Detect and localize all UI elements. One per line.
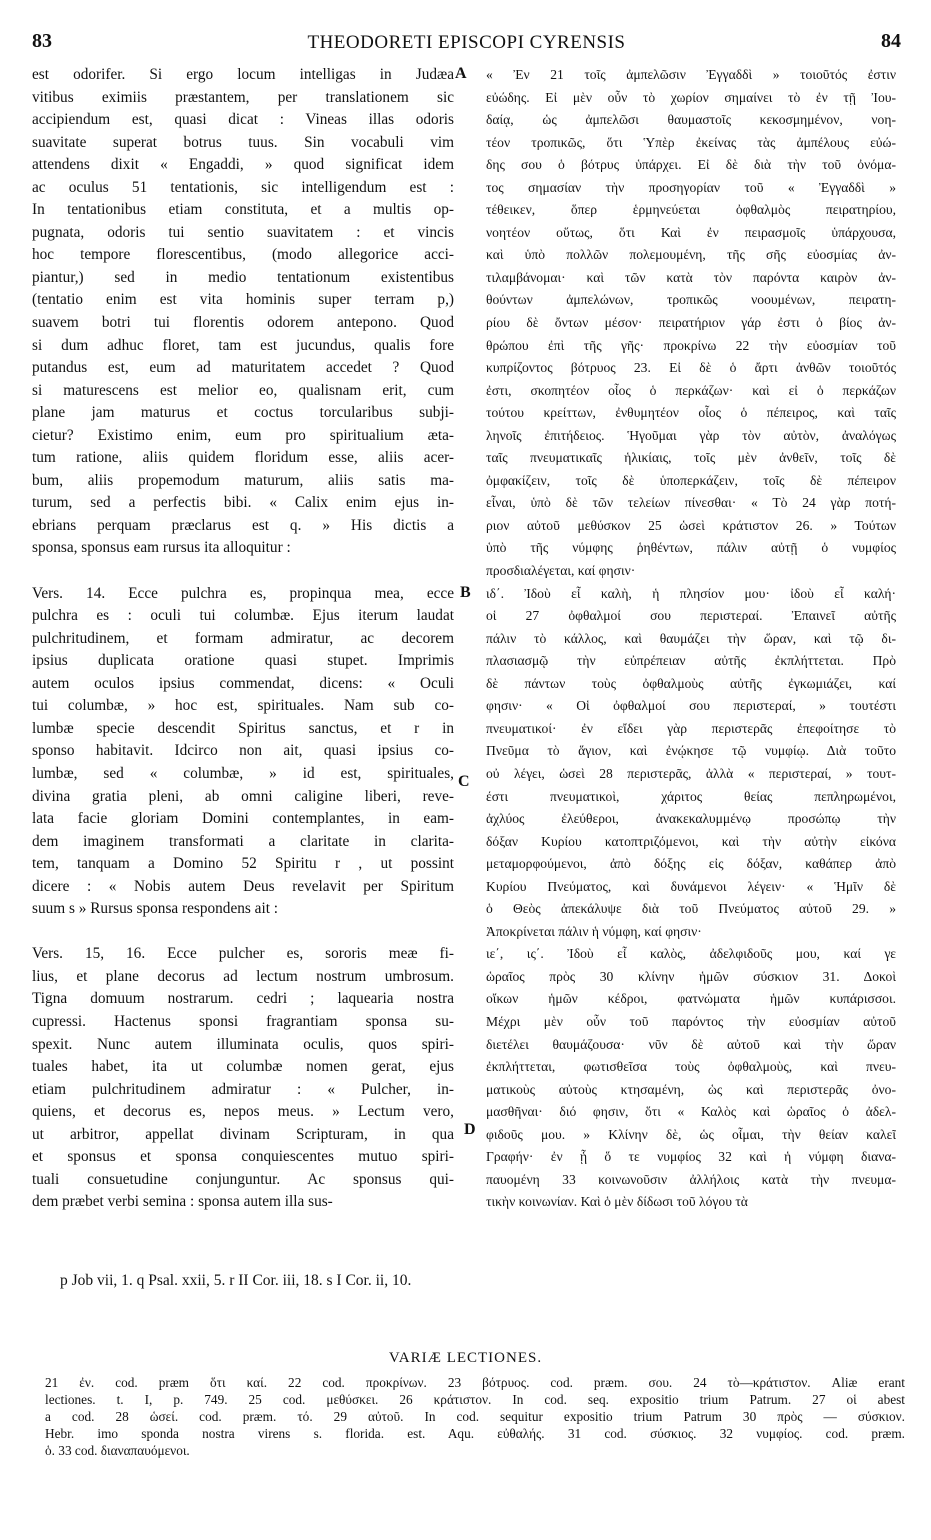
text-line: ἀχλύος ἐλεύθεροι, ἀνακεκαλυμμένῳ προσώπῳ τὴν: [486, 811, 896, 827]
text-line: tum ratione, aliis quidem floridum esse, aliis acer-: [32, 449, 454, 467]
text-line: et sponsus et sponsa conquiescentes mutuo spiri-: [32, 1148, 454, 1166]
running-title: THEODORETI EPISCOPI CYRENSIS: [307, 32, 626, 53]
text-line: suavem botri tui florentis odorem antepono. Quod: [32, 314, 454, 332]
text-line: pugnata, odoris tui sentio suavitatem : et vincis: [32, 223, 454, 241]
text-line: vitibus eximiis præstantem, per translationem sic: [32, 88, 454, 106]
text-line: si maturescens est melior eo, qualisnam erit, cum: [32, 381, 454, 399]
text-line: τέον τροπικῶς, ὅτι Ὑπὲρ ἐκείνας τὰς ἀμπέλους εὐώ-: [486, 134, 896, 150]
text-line: lumbæ specie descendit Spiritus sanctus, et r in: [32, 719, 454, 737]
text-line: suavitate superat botrus tuus. Sin vocabuli vim: [32, 133, 454, 151]
margin-marker-a: A: [455, 65, 467, 82]
latin-column: [32, 64, 454, 1214]
text-line: spexit. Nunc autem illuminata oculis, quos spiri-: [32, 1035, 454, 1053]
text-line: ὑπὸ τῆς νύμφης ῥηθέντων, πάλιν αὐτῇ ὁ νυμφίος: [486, 540, 896, 556]
text-line: εὐώδης. Εἰ μὲν οὖν τὸ χωρίον σημαίνει τὸ ἐν τῇ Ἰου-: [486, 89, 896, 105]
text-line: ὀμφακίζειν, τοῖς δὲ ὑποπερκάζειν, τοῖς δὲ πέπειρον: [486, 472, 896, 488]
text-line: hoc tempore florescentibus, (modo allegorice acci-: [32, 246, 454, 264]
text-line: etiam pulchritudinem admiratur : « Pulcher, in-: [32, 1080, 454, 1098]
text-line: divina gratia pleni, ab omni caligine liberi, reve-: [32, 787, 454, 805]
text-line: sponsa, sponsus eam rursus ita alloquitur :: [32, 539, 291, 557]
text-line: ut arbitror, appellat divinam Scripturam, in qua: [32, 1125, 454, 1143]
text-line: tuali consuetudine conjunguntur. Ac sponsus qui-: [32, 1170, 454, 1188]
text-line: πάλιν τὸ κάλλος, καὶ θαυμάζει τὴν ὥραν, καὶ τῷ δι-: [486, 630, 896, 646]
text-line: dem præbet verbi semina : sponsa autem illa sus-: [32, 1193, 333, 1211]
text-line: διετέλει θαυμάζουσα· νῦν δὲ αὐτοῦ καὶ τὴν ὥραν: [486, 1036, 896, 1052]
text-line: νοητέον οὕτως, ὅτι Καὶ ἐν πειρασμοῖς ὑπάρχουσα,: [486, 224, 896, 240]
text-line: οὐ λέγει, ὡσεὶ 28 περιστερᾶς, ἀλλὰ « περιστεραί, » τουτ-: [486, 765, 896, 781]
text-line: έστι πνευματικοὶ, χάριτος θείας πεπληρωμένοι,: [486, 788, 896, 804]
text-line: bum, aliis propemodum maturum, aliis satis ma-: [32, 471, 454, 489]
text-line: quiens, et decorus es, nepos meus. » Lectum vero,: [32, 1103, 454, 1121]
text-line: autem oculos ipsius commendat, dicens: « Oculi: [32, 674, 454, 692]
text-line: ὁ Θεὸς ἀπεκάλυψε διὰ τοῦ Πνεύματος αὐτοῦ 29. »: [486, 901, 896, 917]
text-line: τος σημασίαν τὴν προσηγορίαν τοῦ « Ἐγγαδδὶ »: [486, 179, 896, 195]
text-line: ρίου δὲ ὄντων μέσον· πειρατήριον γάρ ἐστι ὁ βίος ἀν-: [486, 315, 896, 331]
text-line: lata facie gloriam Domini contemplantes, in eam-: [32, 810, 454, 828]
text-line: παυομένη 33 κοινωνοῦσιν ἀλλήλοις κατὰ τὴν πνευμα-: [486, 1171, 896, 1187]
text-line: πλασιασμῷ τὴν εὐπρέπειαν αὐτῆς ἐκπλήττεται. Πρὸ: [486, 653, 896, 669]
margin-marker-d: D: [464, 1121, 476, 1138]
text-line: ipsius duplicata oratione quasi stupet. Imprimis: [32, 652, 454, 670]
text-line: δὲ πάντων τοὺς ὀφθαλμοὺς αὐτῆς ἐγκωμιάζει, καί: [486, 675, 896, 691]
paragraph-gap: [32, 560, 454, 583]
text-line: καὶ ὑπὸ πολλῶν πολεμουμένη, τῆς σῆς εὐοσμίας ἀν-: [486, 247, 896, 263]
text-line: attendens dixit « Engaddi, » quod significat idem: [32, 156, 454, 174]
text-line: piantur,) sed in medio tentationum existentibus: [32, 268, 454, 286]
greek-column: [486, 64, 896, 1214]
text-line: πνευματικοί· ἐν εἴδει γὰρ περιστερᾶς ἐπεφοίτησε τὸ: [486, 720, 896, 736]
text-line: (tentatio enim est vita hominis super terram p,): [32, 291, 454, 309]
text-line: ταῖς πνευματικαῖς ἡλικίαις, τοῖς μὲν ἀνθεῖν, τοῖς δὲ: [486, 450, 896, 466]
text-line: putandus est, eum ad maturitatem accedet ? Quod: [32, 359, 454, 377]
text-line: plane jam maturus et coctus torcularibus subji-: [32, 404, 454, 422]
text-line: τικὴν κοινωνίαν. Καὶ ὁ μὲν δίδωσι τοῦ λόγου τὰ: [486, 1194, 748, 1210]
text-line: In tentationibus etiam constituta, et a multis op-: [32, 201, 454, 219]
text-line: εἶναι, ὑπὸ δὲ τῶν τελείων πίνεσθαι· « Τὸ 24 γὰρ ποτή-: [486, 495, 896, 511]
text-line: τιλαμβάνομαι· καὶ τῶν κατὰ τὸν παρόντα καιρὸν ἀν-: [486, 269, 896, 285]
text-line: θούντων ἀμπελώνων, τροπικῶς νοουμένων, πειρατη-: [486, 292, 896, 308]
text-line: « Ἐν 21 τοῖς ἀμπελῶσιν Ἐγγαδδὶ » τοιοῦτός ἐστιν: [486, 67, 896, 82]
text-line: φησιν· « Οἱ ὀφθαλμοί σου περιστεραί, » τουτέστι: [486, 698, 896, 714]
text-line: accipiendum est, quasi dicat : Vineas illas odoris: [32, 111, 454, 129]
scripture-footnotes: p Job vii, 1. q Psal. xxii, 5. r II Cor. iii, 18. s I Cor. ii, 10.: [60, 1272, 412, 1289]
text-line: μεταμορφούμενοι, ἀπὸ δόξης εἰς δόξαν, καθάπερ ἀπὸ: [486, 856, 896, 872]
text-line: Hebr. imo sponda nostra virens s. florida. est. Aqu. εὐθαλής. 31 cod. σύσκιος. 32 νυμφίος. cod. præm.: [45, 1426, 905, 1441]
text-line: tem, tanquam a Domino 52 Spiritu r , ut possint: [32, 855, 454, 873]
text-line: dicere : « Nobis autem Deus revelavit per Spiritum: [32, 877, 454, 895]
text-line: est odorifer. Si ergo locum intelligas in Judæa: [32, 66, 454, 83]
text-line: ριον αὐτοῦ μεθύσκον 25 ὡσεὶ κράτιστον 26. » Τούτων: [486, 517, 896, 533]
variae-lectiones: [45, 1374, 905, 1459]
margin-marker-b: B: [460, 584, 471, 601]
text-line: Vers. 15, 16. Ecce pulcher es, sororis meæ fi-: [32, 945, 454, 963]
text-line: lumbæ, sed « columbæ, » id est, spirituales,: [32, 764, 454, 782]
text-line: suum s » Rursus sponsa respondens ait :: [32, 900, 279, 918]
text-line: ac oculus 51 tentationis, sic intelligendum est :: [32, 178, 454, 196]
text-line: Μέχρι μὲν οὖν τοῦ παρόντος τὴν εὐοσμίαν αὐτοῦ: [486, 1013, 896, 1029]
text-line: δαίᾳ, ὡς ἀμπελῶσι θαυμαστοῖς κεκοσμημένον, νοη-: [486, 112, 896, 128]
text-line: lius, et plane decorus ad lectum nostrum umbrosum.: [32, 967, 454, 985]
text-line: lectiones. t. I, p. 749. 25 cod. μεθύσκει. 26 κράτιστον. In cod. seq. expositio trium Patrum. 27 οἱ abest: [45, 1392, 905, 1407]
paragraph-gap: [32, 921, 454, 944]
text-line: κυπρίζοντος βότρυος 23. Εἰ δὲ ὁ ἄρτι ἀνθῶν τοιοῦτός: [486, 360, 896, 376]
text-line: Γραφήν· ἐν ᾗ ὅ τε νυμφίος 32 καὶ ἡ νύμφη διανα-: [486, 1149, 896, 1165]
text-line: ἐστι, σκοπητέον οἷος ὁ περκάζων· καὶ εἰ ὁ περκάζων: [486, 382, 896, 398]
text-line: Vers. 14. Ecce pulchra es, propinqua mea, ecce: [32, 584, 454, 602]
text-line: pulchritudinem, et formam admiratur, ac decorem: [32, 629, 454, 647]
text-line: sponso habitavit. Idcirco non ait, quasi ipsius co-: [32, 742, 454, 760]
text-line: cietur? Existimo enim, eum pro spiritualium æta-: [32, 426, 454, 444]
text-line: turum, sed a perfectis bibi. « Calix enim ejus in-: [32, 494, 454, 512]
text-line: tui columbæ, » hoc est, spirituales. Nam sub co-: [32, 697, 454, 715]
page-header: [32, 30, 901, 60]
text-line: dem imaginem transformati a claritate in clarita-: [32, 832, 454, 850]
text-line: si dum adhuc floret, tam est jucundus, qualis fore: [32, 336, 454, 354]
text-line: δης σου ὁ βότρυς ὑπάρχει. Εἰ δὲ διὰ τὴν τοῦ ὀνόμα-: [486, 157, 896, 173]
text-line: δόξαν Κυρίου κατοπτριζόμενοι, καὶ τὴν αὐτὴν εἰκόνα: [486, 833, 896, 849]
text-line: οἴκων ἡμῶν κέδροι, φατνώματα ἡμῶν κυπάρισσοι.: [486, 991, 896, 1007]
text-line: τούτου κρείττων, ἐνθυμητέον οἷος ὁ πέπειρος, καὶ ταῖς: [486, 405, 896, 421]
text-line: pulchra es : oculi tui columbæ. Ejus iterum laudat: [32, 607, 454, 625]
text-line: οἱ 27 ὀφθαλμοί σου περιστεραί. Ἐπαινεῖ αὐτῆς: [486, 608, 896, 624]
text-line: ὡραῖος πρὸς 30 κλίνην ἡμῶν σύσκιον 31. Δοκοὶ: [486, 968, 896, 984]
page-number-right: 84: [881, 30, 901, 52]
text-line: Ἀποκρίνεται πάλιν ἡ νύμφη, καί φησιν·: [486, 923, 702, 939]
text-line: φιδοῦς μου. » Κλίνην δὲ, ὡς οἶμαι, τὴν θείαν καλεῖ: [486, 1126, 896, 1142]
text-line: ληνοῖς ἐπιτήδειος. Ἡγοῦμαι γὰρ τὸν αὐτὸν, ἀναλόγως: [486, 427, 896, 443]
text-line: cupressi. Hactenus sponsi fragrantiam sponsa su-: [32, 1012, 454, 1030]
text-line: tuales habet, ita ut columbæ nomen gerat, ejus: [32, 1058, 454, 1076]
text-line: μασθῆναι· διό φησιν, ὅτι « Καλὸς καὶ ὡραῖος ὁ ἀδελ-: [486, 1104, 896, 1120]
page-number-left: 83: [32, 30, 52, 52]
text-line: ματικοὺς αὐτοὺς κτησαμένη, ὡς καὶ περιστερᾶς ὀνο-: [486, 1081, 896, 1097]
text-line: ἐκπλήττεται, φωτισθεῖσα τοὺς ὀφθαλμοὺς, καὶ πνευ-: [486, 1059, 896, 1075]
text-line: Tigna domuum nostrarum. cedri ; laquearia nostra: [32, 990, 454, 1008]
text-line: προσδιαλέγεται, καί φησιν·: [486, 563, 636, 579]
text-line: Κυρίου Πνεύματος, καὶ δυνάμενοι λέγειν· « Ἡμῖν δὲ: [486, 878, 896, 894]
text-line: 21 ἐν. cod. præm ὅτι καί. 22 cod. προκρίνων. 23 βότρυος. cod. præm. σου. 24 τὸ—κράτιστον. Aliæ erant: [45, 1375, 905, 1390]
text-line: τέθεικεν, ὅπερ ἑρμηνεύεται ὀφθαλμὸς πειρατηρίου,: [486, 202, 896, 218]
text-line: ὁ. 33 cod. διαναπαυόμενοι.: [45, 1443, 190, 1458]
text-line: Πνεῦμα τὸ ἅγιον, καὶ ἐνῴκησε τῷ νυμφίῳ. Διὰ τοῦτο: [486, 743, 896, 759]
text-line: θρώπου ἐπὶ τῆς γῆς· προκρίνω 22 τὴν εὐοσμίαν τοῦ: [486, 337, 896, 353]
text-line: ebrians perquam præclarus est q. » His dictis a: [32, 516, 454, 534]
text-line: ιε΄, ις΄. Ἰδοὺ εἶ καλὸς, ἀδελφιδοῦς μου, καί γε: [486, 946, 896, 962]
text-line: ιδ΄. Ἰδοὺ εἶ καλὴ, ἡ πλησίον μου· ἰδοὺ εἶ καλή·: [486, 585, 896, 601]
margin-marker-c: C: [458, 773, 470, 790]
variae-lectiones-heading: VARIÆ LECTIONES.: [388, 1350, 543, 1366]
text-line: a cod. 28 ὡσεί. cod. præm. τό. 29 αὐτοῦ. In cod. sequitur expositio trium Patrum 30 πρὸς — σύσκιον.: [45, 1409, 905, 1424]
